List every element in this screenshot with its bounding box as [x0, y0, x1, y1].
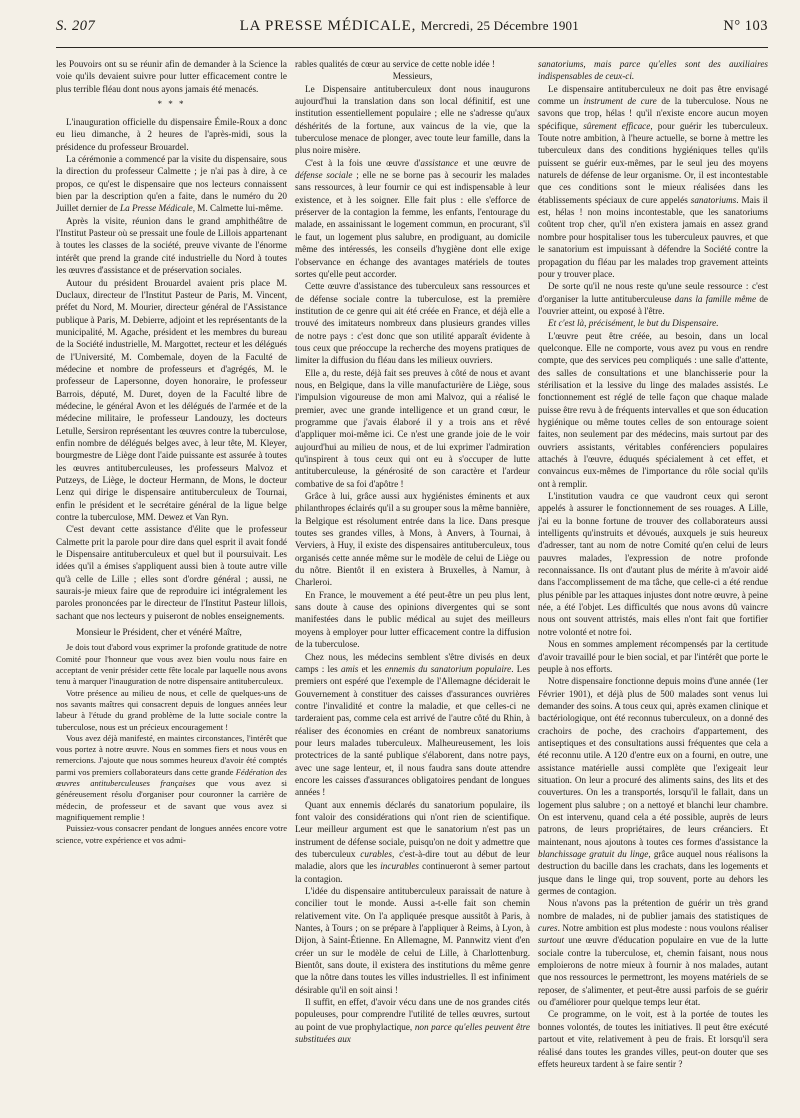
paragraph: Nous en sommes amplement récompensés par la certitude d'avoir travaillé pour le bien social, et par l'intérêt que porte le peuple à nos efforts. [538, 639, 768, 674]
speech-paragraph: Puissiez-vous consacrer pendant de longues années encore votre science, votre expérience et vos admi- [56, 823, 287, 845]
issue-number: N° 103 [723, 18, 768, 34]
column-1 [56, 58, 287, 1106]
paragraph: De sorte qu'il ne nous reste qu'une seule ressource : c'est d'organiser la lutte antituberculeuse dans la famille même de l'ouvrier atteint, ou exposé à l'être. [538, 281, 768, 316]
paragraph: Notre dispensaire fonctionne depuis moins d'une année (1er Février 1901), et déjà plus de 500 malades sont venus lui demander des soins. A tous ceux qui, après examen clinique et bactériologique, ont été reconnus tuberculeux, on a donné des crachoirs de poche, des crachoirs d'appartement, des antiseptiques et des consultations aussi fréquentes que cela a été reconnu utile. A 120 d'entre eux on a fourni, en outre, une assistance matérielle aussi complète que l'exigeait leur situation. On leur a procuré des aliments sains, des lits et des couvertures. On les a transportés, lorsqu'il le fallait, dans un logement plus salubre ; on a nettoyé et blanchi leur chambre. On est intervenu, quand cela a été possible, auprès de leurs patrons, de leurs propriétaires, de leurs créanciers. Et maintenant, nous ajoutons à toutes ces formes d'assistance la blanchissage gratuit du linge, grâce auquel nous réalisons la destruction du bacille dans les crachats, dans les logements et jusque dans le linge qui, trop souvent, porte au dehors les germes de contagion. [538, 676, 768, 897]
header-rule [56, 47, 768, 48]
paragraph: C'est devant cette assistance d'élite que le professeur Calmette prit la parole pour dire dans quel esprit il avait fondé le Dispensaire antituberculeux et quel but il poursuivait. Les idées qu'il a émises s'appliquent aussi bien à toute autre ville qu'à celle de Lille ; elles sont d'ordre général ; aussi, ne saurais-je mieux faire que de reproduire ici intégralement les paroles prononcées par le directeur de l'Institut Pasteur lillois, sachant que nos lecteurs y puiseront de nobles enseignements. [56, 524, 287, 621]
paragraph: Après la visite, réunion dans le grand amphithéâtre de l'Institut Pasteur où se pressait une foule de Lillois appartenant à toutes les classes de la société, preuve vivante de l'énorme intérêt que prend la grande cité industrielle du Nord à toutes les œuvres d'assistance et de préservation sociales. [56, 215, 287, 276]
paragraph: L'œuvre peut être créée, au besoin, dans un local quelconque. Elle ne comporte, vous avez pu vous en rendre compte, que des services peu compliqués : une salle d'attente, des salles de consultations et une blanchisserie pour la stérilisation et la lessive du linge des malades assistés. Le fonctionnement est réglé de telle façon que chaque malade puisse être revu à de fréquents intervalles et que son éducation hygiénique ou même toutes celles de son entourage soient faites, non seulement par des médecins, mais surtout par des ouvriers assistants, véritables conférenciers populaires attachés à l'œuvre, éduqués spécialement à cet effet, et convaincus eux-mêmes de l'importance du rôle social qu'ils ont à remplir. [538, 330, 768, 489]
paragraph: L'idée du dispensaire antituberculeux paraissait de nature à concilier tout le monde. Aussi a-t-elle fait son chemin relativement vite. On l'a appliquée presque aussitôt à Paris, à Nantes, à Tours ; on se prépare à l'appliquer à Reims, à Lyon, à Dijon, à Saint-Étienne. En Allemagne, M. Pannwitz vient d'en créer un sur le modèle de celui de Lille, à Charlottenburg. Bientôt, sans doute, il existera des institutions du même genre que la nôtre dans toutes les villes industrielles. Il est infiniment désirable qu'il en soit ainsi ! [295, 886, 530, 995]
paragraph: sanatoriums, mais parce qu'elles sont des auxiliaires indispensables de ceux-ci. [538, 59, 768, 82]
column-3 [538, 58, 768, 1106]
paragraph: En France, le mouvement a été peut-être un peu plus lent, sans doute à cause des opinions divergentes qui se sont manifestées dans le public médical au sujet des meilleurs moyens à employer pour lutter efficacement contre la diffusion de la tuberculose. [295, 589, 530, 650]
journal-name: LA PRESSE MÉDICALE, [239, 18, 417, 34]
issue-date: Mercredi, 25 Décembre 1901 [420, 18, 579, 33]
paragraph: Nous n'avons pas la prétention de guérir un très grand nombre de malades, ni de publier jamais des statistiques de cures. Notre ambition est plus modeste : nous voulons réaliser surtout une œuvre d'éducation populaire en vue de la lutte sociale contre la tuberculose, et, chemin faisant, nous nous emploierons de notre mieux à fournir à nos malades, autant que nos ressources le permettront, les moyens matériels de se reposer, de s'alimenter, et peut-être aussi parfois de se guérir ou d'améliorer pour quelque temps leur état. [538, 898, 768, 1008]
paragraph: Autour du président Brouardel avaient pris place M. Duclaux, directeur de l'Institut Pasteur de Paris, M. Vincent, préfet du Nord, M. Mourier, directeur général de l'Assistance publique à Paris, M. Debierre, adjoint et les représentants de la municipalité, M. Agache, président et les membres du bureau de la Société industrielle, M. Margottet, recteur et les délégués de l'Université, M. Combemale, doyen de la Faculté de médecine et nombre de professeurs et d'agrégés, M. le professeur de Lapersonne, doyen honoraire, le professeur Barrois, député, M. Duret, doyen de la Faculté libre de médecine, le général Avon et les délégués de l'armée et de la médecine militaire, le professeur Landouzy, les docteurs Letulle, Sersiron représentant les œuvres contre la tuberculose, enfin nombre de délégués belges avec, à leur tête, M. Kleyer, bourgmestre de Liège dont l'aide puissante est assurée à toutes les œuvres antituberculeuses, les professeurs Malvoz et Putzeys, de Liège, le docteur Hermann, de Mons, le docteur Lenz qui dirige le dispensaire antituberculeux de Tournai, enfin le président et le secrétaire général de la ligue belge contre la tuberculose, MM. Dewez et Van Ryn. [56, 277, 287, 523]
paragraph: Ce programme, on le voit, est à la portée de toutes les bonnes volontés, de toutes les initiatives. Il peut être exécuté partout et vite, relativement à peu de frais. Et lorsqu'il sera réalisé dans toutes les grandes villes, peut-on douter que ses effets heureux tardent à se faire sentir ? [538, 1009, 768, 1069]
article-columns [56, 58, 768, 1106]
section-separator: * * * [157, 99, 186, 110]
journal-title [240, 18, 579, 35]
paragraph: Et c'est là, précisément, le but du Dispensaire. [548, 318, 719, 329]
column-2 [295, 58, 530, 1106]
paragraph: Il suffit, en effet, d'avoir vécu dans une de nos grandes cités populeuses, pour comprendre l'utilité de telles œuvres, surtout au point de vue prophylactique, non parce qu'elles peuvent être substituées aux [295, 997, 530, 1045]
paragraph: Quant aux ennemis déclarés du sanatorium populaire, ils font valoir des considérations qui n'ont rien de scientifique. Leur meilleur argument est que le sanatorium n'est pas un instrument de défense sociale, puisqu'on ne doit y admettre que des tuberculeux curables, c'est-à-dire tout au début de leur maladie, alors que les incurables continueront à semer partout la contagion. [295, 799, 530, 884]
paragraph: La cérémonie a commencé par la visite du dispensaire, sous la direction du professeur Calmette ; je n'ai pas à dire, à ce propos, ce qu'est le dispensaire que nos lecteurs connaissent bien par la description qu'en a faite, dans le numéro du 20 Juillet dernier de La Presse Médicale, M. Calmette lui-même. [56, 154, 287, 214]
paragraph: Le Dispensaire antituberculeux dont nous inaugurons aujourd'hui la translation dans son local définitif, est une institution essentiellement populaire ; elle ne s'adresse qu'aux déshérités de la fortune, aux vaincus de la vie, que la tuberculose menace de plonger, avec toute leur famille, dans la plus noire misère. [295, 83, 530, 156]
speech-salutation: Messieurs, [392, 71, 433, 82]
paragraph: C'est à la fois une œuvre d'assistance et une œuvre de défense sociale ; elle ne se borne pas à secourir les malades sans ressources, à leur fournir ce qui est indispensable à leur existence, et à les soigner. Elle fait plus : elle s'efforce de préserver de la contagion la femme, les enfants, l'entourage du malade, en assainissant le logement commun, en procurant, s'il le faut, un logement plus salubre, en prodiguant, au domicile même des intéressés, les conseils d'hygiène dont elle exige l'observance en échange des avantages matériels de toutes sortes qu'elle peut accorder. [295, 157, 530, 279]
paragraph: Elle a, du reste, déjà fait ses preuves à côté de nous et avant nous, en Belgique, dans la ville manufacturière de Liège, sous l'impulsion vigoureuse de mon ami Malvoz, qui a réalisé le premier, avec une grande intelligence et un grand cœur, le programme que j'avais élaboré il y a trois ans et rêvé d'appliquer moi-même ici. Ce n'est une grande joie de le voir aujourd'hui au milieu de nous, et de lui exprimer l'admiration qu'inspirent à tous ceux qui ont eu à s'occuper de lutte antituberculeuse, la générosité de son caractère et l'ardeur combative de sa foi d'apôtre ! [295, 367, 530, 489]
speech-paragraph: Votre présence au milieu de nous, et celle de quelques-uns de nos savants maîtres qui consacrent depuis de longues années leur labeur à l'étude du grand problème de la lutte sociale contre la tuberculose, nous est un précieux encouragement ! [56, 687, 287, 732]
speech-greeting: Monsieur le Président, cher et vénéré Maître, [76, 627, 242, 638]
paragraph: Chez nous, les médecins semblent s'être divisés en deux camps : les amis et les ennemis du sanatorium populaire. Les premiers ont espéré que l'exemple de l'Allemagne déciderait le Gouvernement à constituer des caisses d'assurances ouvrières contre l'invalidité et contre la maladie, et que celles-ci ne tarderaient pas, comme cela est arrivé de l'autre côté du Rhin, à réaliser des économies en créant de nombreux sanatoriums pour leurs malades tuberculeux. Malheureusement, les lois protectrices de la santé publique s'élaborent, dans notre pays, avec une sage lenteur, et, il nous faudra sans doute attendre encore les caisses d'assurances obligatoires pendant de longues années ! [295, 651, 530, 798]
paragraph: Le dispensaire antituberculeux ne doit pas être envisagé comme un instrument de cure de la tuberculose. Nous ne savons que trop, hélas ! qu'il n'existe encore aucun moyen spécifique, sûrement efficace, pour guérir les tuberculeux. Toute notre ambition, à l'heure actuelle, se borne à mettre les tuberculeux dans des conditions hygiéniques telles qu'ils puissent se guérir eux-mêmes, par le seul jeu des moyens naturels de défense de leur organisme. Or, il est incontestable que ces conditions sont le mieux réalisées dans les établissements spéciaux de cure appelés sanatoriums. Mais il est, hélas ! non moins incontestable, que les sanatoriums coûtent trop cher, qu'il n'en existera jamais en assez grand nombre pour hospitaliser tous les tuberculeux pauvres, et que le sanatorium est impuissant à défendre la Société contre la propagation du fléau par les malades trop gravement atteints pour y trouver place. [538, 83, 768, 279]
paragraph: Cette œuvre d'assistance des tuberculeux sans ressources et de défense sociale contre la tuberculose, est la première institution de ce genre qui ait été créée en France, et déjà elle a trouvé des imitateurs nombreux dans plusieurs grandes villes de notre pays : c'est donc que son utilité apparaît évidente à tous ceux que préoccupe la recherche des moyens pratiques de limiter la diffusion du fléau dans les milieux ouvriers. [295, 281, 530, 366]
paragraph: les Pouvoirs ont su se réunir afin de demander à la Science la voie qu'ils devaient suivre pour lutter efficacement contre le plus terrible fléau dont nous ayons jamais été menacés. [56, 59, 287, 94]
page-header [56, 18, 768, 44]
speech-paragraph: Vous avez déjà manifesté, en maintes circonstances, l'intérêt que vous portez à notre œuvre. Nous en sommes fiers et nous vous en remercions. J'ajoute que nous sommes heureux d'avoir été comptés parmi vos premiers collaborateurs dans cette grande Fédération des œuvres antituberculeuses françaises que vous avez si généreusement résolu d'organiser pour couronner la carrière de médecin, de professeur et de savant que vous avez si magnifiquement remplie ! [56, 732, 287, 822]
speech-paragraph: Je dois tout d'abord vous exprimer la profonde gratitude de notre Comité pour l'honneur que vous avez bien voulu nous faire en acceptant de venir présider cette fête locale par laquelle nous avons tenu à marquer l'inauguration de notre dispensaire antituberculeux. [56, 642, 287, 687]
page-number: S. 207 [56, 18, 96, 34]
paragraph: rables qualités de cœur au service de cette noble idée ! [295, 59, 495, 69]
paragraph: Grâce à lui, grâce aussi aux hygiénistes éminents et aux philanthropes éclairés qu'il a su grouper sous la même bannière, la Belgique est résolument entrée dans la lice. Dans presque toutes ses grandes villes, à Mons, à Anvers, à Tournai, à Verviers, à Huy, il existe des dispensaires antituberculeux, tous organisés cette année même sur le modèle de celui de Liège ou du nôtre. Bientôt il en existera à Bruxelles, à Namur, à Charleroi. [295, 491, 530, 588]
paragraph: L'institution vaudra ce que vaudront ceux qui seront appelés à assurer le fonctionnement de ses rouages. A Lille, j'ai eu la bonne fortune de trouver des collaborateurs aussi intelligents qu'instruits et dévoués, auxquels je suis heureux d'adresser, tant au nom de notre Comité qu'en celui de leurs pauvres malades, l'expression de notre profonde reconnaissance. Ils ont d'autant plus de mérite à m'avoir aidé dans l'accomplissement de ma tâche, que celle-ci a été rendue plus pénible par les attaques injustes dont notre œuvre, à peine née, a été l'objet. Les difficultés que nous avons dû vaincre nous ont souvent attristés, mais elles n'ont fait que fortifier notre volonté et notre foi. [538, 491, 768, 637]
paragraph: L'inauguration officielle du dispensaire Émile-Roux a donc eu lieu dimanche, à 2 heures de l'après-midi, sous la présidence du professeur Brouardel. [56, 117, 287, 152]
